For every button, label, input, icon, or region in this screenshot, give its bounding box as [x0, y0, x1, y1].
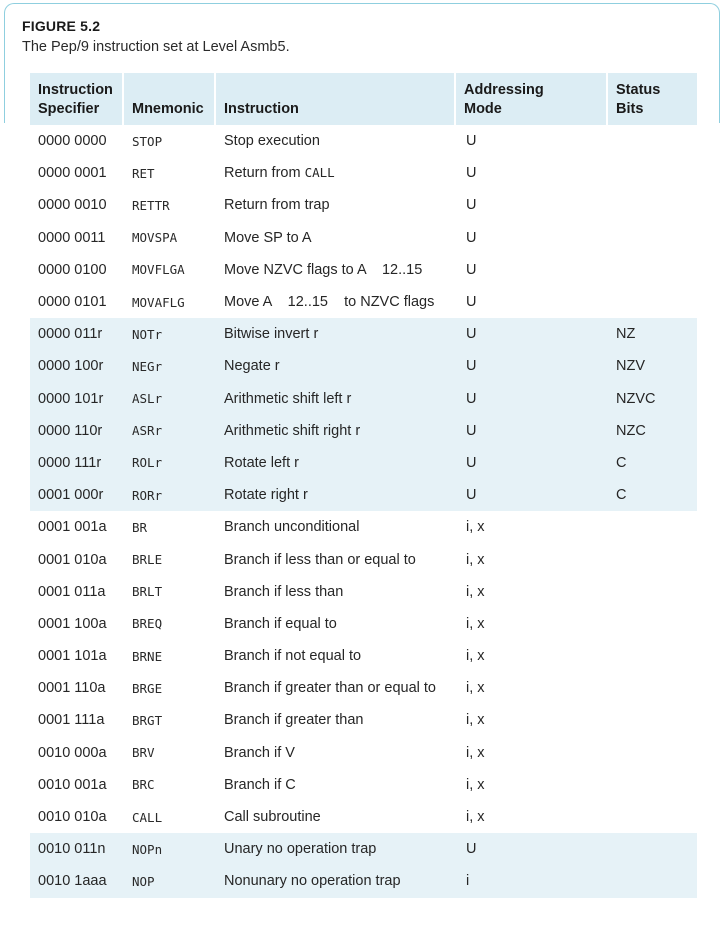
cell-addressing-mode: U: [456, 479, 608, 511]
cell-addressing-mode: i, x: [456, 801, 608, 833]
cell-instruction: Branch unconditional: [216, 511, 456, 543]
cell-status-bits: [608, 737, 697, 769]
cell-addressing-mode: i, x: [456, 672, 608, 704]
cell-instruction-specifier: 0000 0001: [30, 157, 124, 189]
cell-addressing-mode: i, x: [456, 640, 608, 672]
cell-instruction: Move A 12..15 to NZVC flags: [216, 286, 456, 318]
cell-instruction-specifier: 0001 011a: [30, 576, 124, 608]
cell-mnemonic: BRLE: [124, 543, 216, 575]
cell-instruction: Arithmetic shift right r: [216, 415, 456, 447]
cell-status-bits: [608, 608, 697, 640]
cell-addressing-mode: U: [456, 189, 608, 221]
cell-addressing-mode: i, x: [456, 543, 608, 575]
cell-addressing-mode: U: [456, 350, 608, 382]
table-row: [30, 769, 697, 801]
table-row: [30, 286, 697, 318]
cell-status-bits: [608, 640, 697, 672]
cell-instruction: Branch if not equal to: [216, 640, 456, 672]
cell-mnemonic: RETTR: [124, 189, 216, 221]
cell-mnemonic: BREQ: [124, 608, 216, 640]
cell-instruction: Branch if C: [216, 769, 456, 801]
cell-status-bits: [608, 543, 697, 575]
table-row: [30, 254, 697, 286]
cell-status-bits: C: [608, 447, 697, 479]
cell-mnemonic: NEGr: [124, 350, 216, 382]
cell-instruction-specifier: 0010 010a: [30, 801, 124, 833]
cell-addressing-mode: U: [456, 286, 608, 318]
cell-mnemonic: NOP: [124, 865, 216, 897]
instruction-code: CALL: [304, 165, 335, 181]
cell-addressing-mode: U: [456, 157, 608, 189]
header-status-bits: [608, 73, 697, 125]
cell-instruction: Bitwise invert r: [216, 318, 456, 350]
header-status-line2: Bits: [616, 101, 644, 117]
header-status-line1: Status: [616, 82, 661, 98]
cell-instruction-specifier: 0000 0000: [30, 125, 124, 157]
cell-mnemonic: BRGE: [124, 672, 216, 704]
cell-mnemonic: MOVAFLG: [124, 286, 216, 318]
cell-instruction: Branch if equal to: [216, 608, 456, 640]
header-addressing-line1: Addressing: [464, 82, 544, 98]
header-instruction: Instruction: [216, 73, 456, 125]
cell-addressing-mode: i, x: [456, 608, 608, 640]
cell-instruction-specifier: 0010 001a: [30, 769, 124, 801]
cell-addressing-mode: U: [456, 318, 608, 350]
cell-instruction-specifier: 0001 110a: [30, 672, 124, 704]
table-row: [30, 704, 697, 736]
cell-instruction: Rotate right r: [216, 479, 456, 511]
cell-addressing-mode: i, x: [456, 737, 608, 769]
cell-addressing-mode: i, x: [456, 511, 608, 543]
cell-mnemonic: BRC: [124, 769, 216, 801]
table-row: [30, 576, 697, 608]
cell-addressing-mode: U: [456, 254, 608, 286]
cell-mnemonic: MOVFLGA: [124, 254, 216, 286]
cell-instruction: Call subroutine: [216, 801, 456, 833]
cell-instruction-specifier: 0001 111a: [30, 704, 124, 736]
table-row: [30, 350, 697, 382]
cell-instruction-specifier: 0001 101a: [30, 640, 124, 672]
cell-instruction-specifier: 0001 000r: [30, 479, 124, 511]
cell-mnemonic: BRV: [124, 737, 216, 769]
cell-status-bits: [608, 286, 697, 318]
cell-addressing-mode: U: [456, 833, 608, 865]
table-row: [30, 125, 697, 157]
cell-status-bits: NZVC: [608, 383, 697, 415]
cell-status-bits: [608, 801, 697, 833]
cell-status-bits: [608, 125, 697, 157]
cell-instruction-specifier: 0000 111r: [30, 447, 124, 479]
cell-instruction-specifier: 0000 101r: [30, 383, 124, 415]
cell-instruction-specifier: 0000 011r: [30, 318, 124, 350]
cell-addressing-mode: i, x: [456, 769, 608, 801]
cell-status-bits: C: [608, 479, 697, 511]
cell-mnemonic: ROLr: [124, 447, 216, 479]
cell-mnemonic: MOVSPA: [124, 222, 216, 254]
figure-label: FIGURE 5.2: [22, 18, 101, 34]
table-row: [30, 833, 697, 865]
cell-instruction: Negate r: [216, 350, 456, 382]
cell-instruction-specifier: 0001 010a: [30, 543, 124, 575]
cell-instruction: Arithmetic shift left r: [216, 383, 456, 415]
cell-mnemonic: BRLT: [124, 576, 216, 608]
cell-instruction: Return from trap: [216, 189, 456, 221]
cell-instruction: Branch if greater than or equal to: [216, 672, 456, 704]
cell-status-bits: [608, 704, 697, 736]
cell-instruction-specifier: 0000 0010: [30, 189, 124, 221]
cell-mnemonic: STOP: [124, 125, 216, 157]
instruction-set-table: [30, 73, 697, 898]
cell-status-bits: [608, 222, 697, 254]
table-row: [30, 383, 697, 415]
cell-addressing-mode: i, x: [456, 576, 608, 608]
table-body: [30, 125, 697, 898]
header-instruction-specifier: [30, 73, 124, 125]
header-mnemonic: Mnemonic: [124, 73, 216, 125]
cell-instruction: Nonunary no operation trap: [216, 865, 456, 897]
cell-status-bits: [608, 672, 697, 704]
table-row: [30, 511, 697, 543]
cell-instruction-specifier: 0000 100r: [30, 350, 124, 382]
table-row: [30, 479, 697, 511]
cell-instruction: Branch if V: [216, 737, 456, 769]
cell-mnemonic: RORr: [124, 479, 216, 511]
table-row: [30, 672, 697, 704]
cell-instruction: Unary no operation trap: [216, 833, 456, 865]
cell-status-bits: [608, 511, 697, 543]
cell-mnemonic: BRNE: [124, 640, 216, 672]
cell-mnemonic: CALL: [124, 801, 216, 833]
cell-instruction: Branch if less than or equal to: [216, 543, 456, 575]
cell-instruction: Branch if greater than: [216, 704, 456, 736]
table-row: [30, 543, 697, 575]
header-addressing-line2: Mode: [464, 101, 502, 117]
cell-instruction: Stop execution: [216, 125, 456, 157]
cell-addressing-mode: U: [456, 447, 608, 479]
cell-mnemonic: NOTr: [124, 318, 216, 350]
cell-mnemonic: BRGT: [124, 704, 216, 736]
cell-instruction-specifier: 0010 000a: [30, 737, 124, 769]
header-specifier-line1: Instruction: [38, 82, 113, 98]
table-row: [30, 318, 697, 350]
cell-mnemonic: BR: [124, 511, 216, 543]
cell-instruction-specifier: 0000 0100: [30, 254, 124, 286]
cell-instruction: Move SP to A: [216, 222, 456, 254]
cell-instruction-specifier: 0001 100a: [30, 608, 124, 640]
cell-instruction: Branch if less than: [216, 576, 456, 608]
table-row: [30, 222, 697, 254]
header-addressing-mode: [456, 73, 608, 125]
cell-status-bits: NZ: [608, 318, 697, 350]
figure-caption: The Pep/9 instruction set at Level Asmb5.: [22, 39, 290, 55]
table-row: [30, 737, 697, 769]
cell-instruction: [216, 157, 456, 189]
table-row: [30, 640, 697, 672]
cell-status-bits: [608, 157, 697, 189]
cell-mnemonic: ASLr: [124, 383, 216, 415]
cell-instruction-specifier: 0000 0011: [30, 222, 124, 254]
cell-instruction-specifier: 0010 011n: [30, 833, 124, 865]
table-row: [30, 447, 697, 479]
cell-status-bits: NZC: [608, 415, 697, 447]
cell-addressing-mode: i: [456, 865, 608, 897]
cell-status-bits: [608, 769, 697, 801]
cell-status-bits: [608, 865, 697, 897]
cell-instruction-specifier: 0000 0101: [30, 286, 124, 318]
cell-instruction-specifier: 0001 001a: [30, 511, 124, 543]
cell-addressing-mode: U: [456, 383, 608, 415]
table-row: [30, 865, 697, 897]
cell-status-bits: [608, 254, 697, 286]
table-row: [30, 189, 697, 221]
cell-instruction-specifier: 0000 110r: [30, 415, 124, 447]
cell-addressing-mode: U: [456, 415, 608, 447]
cell-instruction: Move NZVC flags to A 12..15: [216, 254, 456, 286]
cell-status-bits: NZV: [608, 350, 697, 382]
cell-instruction: Rotate left r: [216, 447, 456, 479]
cell-mnemonic: NOPn: [124, 833, 216, 865]
cell-addressing-mode: i, x: [456, 704, 608, 736]
cell-mnemonic: ASRr: [124, 415, 216, 447]
table-header: [30, 73, 697, 125]
table-row: [30, 608, 697, 640]
instruction-text: Return from: [224, 165, 305, 182]
cell-status-bits: [608, 833, 697, 865]
table-row: [30, 157, 697, 189]
table-row: [30, 415, 697, 447]
cell-status-bits: [608, 576, 697, 608]
cell-addressing-mode: U: [456, 222, 608, 254]
cell-instruction-specifier: 0010 1aaa: [30, 865, 124, 897]
cell-mnemonic: RET: [124, 157, 216, 189]
header-specifier-line2: Specifier: [38, 101, 100, 117]
table-row: [30, 801, 697, 833]
cell-status-bits: [608, 189, 697, 221]
cell-addressing-mode: U: [456, 125, 608, 157]
